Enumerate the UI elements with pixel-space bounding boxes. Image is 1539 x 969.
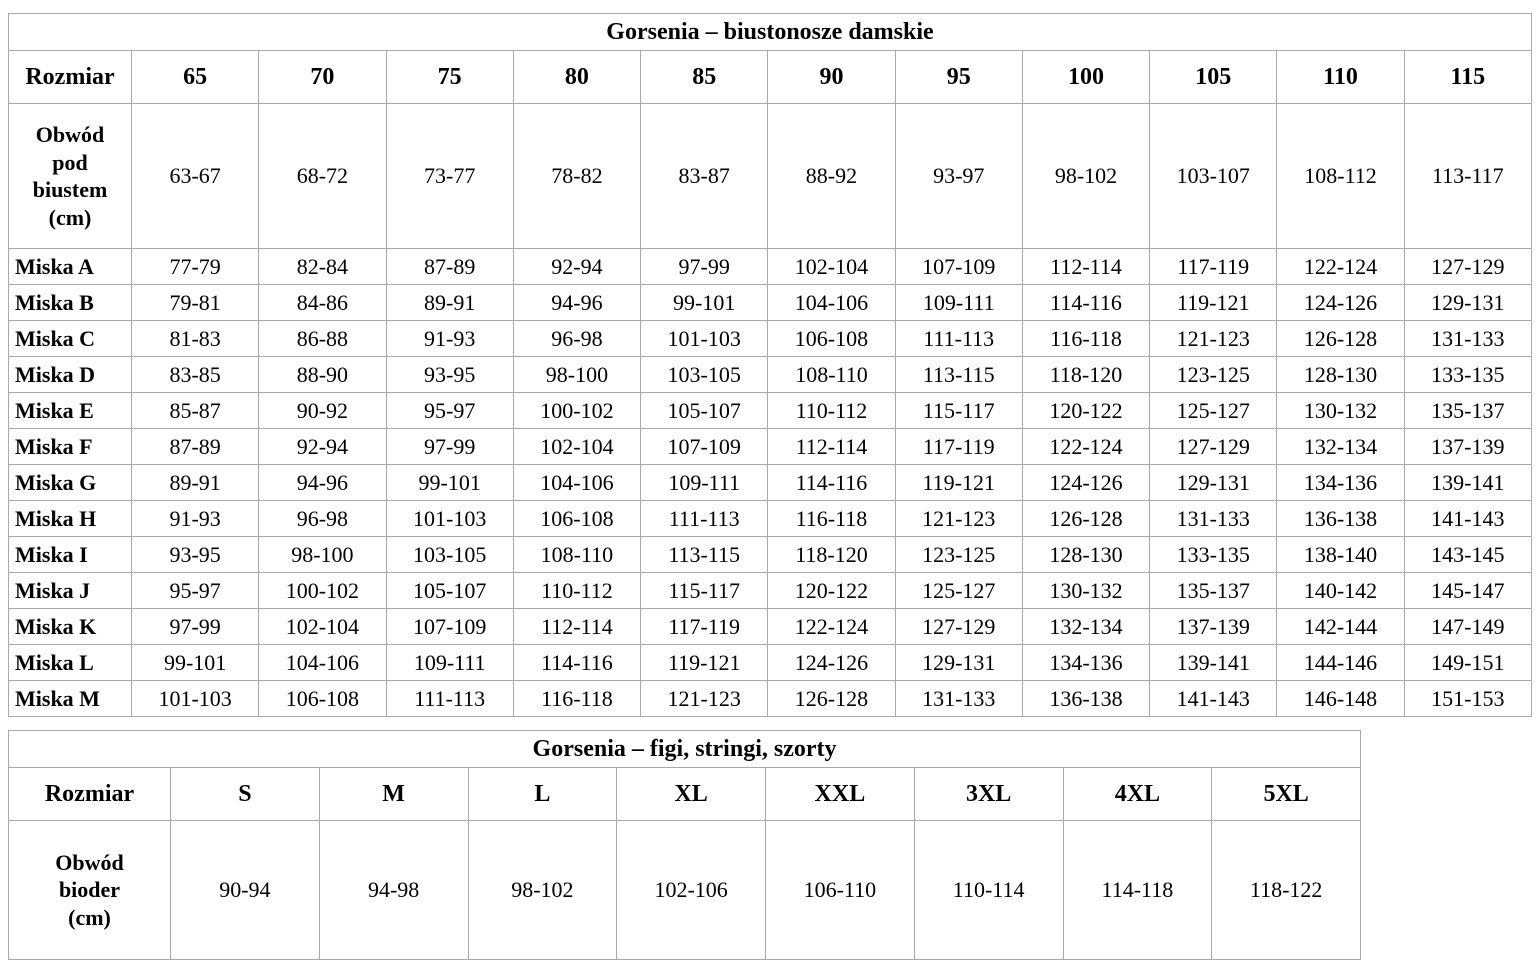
cup-value-cell: 116-118	[513, 681, 640, 717]
measure-value-cell: 90-94	[171, 821, 320, 960]
cup-value-cell: 106-108	[259, 681, 386, 717]
size-header-cell: 90	[768, 51, 895, 104]
cup-value-cell: 111-113	[641, 501, 768, 537]
measure-value-cell: 78-82	[513, 104, 640, 249]
cup-value-cell: 100-102	[513, 393, 640, 429]
cup-value-cell: 102-104	[259, 609, 386, 645]
cup-value-cell: 133-135	[1150, 537, 1277, 573]
table-title-row	[9, 731, 1361, 768]
size-header-cell: 115	[1404, 51, 1531, 104]
cup-value-cell: 92-94	[259, 429, 386, 465]
cup-value-cell: 137-139	[1404, 429, 1531, 465]
measure-value-cell: 98-102	[468, 821, 617, 960]
cup-value-cell: 95-97	[132, 573, 259, 609]
cup-value-cell: 130-132	[1277, 393, 1404, 429]
cup-value-cell: 133-135	[1404, 357, 1531, 393]
cup-row	[9, 501, 1532, 537]
cup-value-cell: 108-110	[513, 537, 640, 573]
cup-value-cell: 104-106	[259, 645, 386, 681]
measure-row	[9, 104, 1532, 249]
bra-table-body	[9, 14, 1532, 717]
cup-value-cell: 101-103	[132, 681, 259, 717]
cup-value-cell: 112-114	[768, 429, 895, 465]
measure-value-cell: 108-112	[1277, 104, 1404, 249]
cup-value-cell: 137-139	[1150, 609, 1277, 645]
cup-value-cell: 102-104	[768, 249, 895, 285]
cup-value-cell: 114-116	[768, 465, 895, 501]
cup-label: Miska H	[9, 501, 132, 537]
cup-value-cell: 103-105	[386, 537, 513, 573]
cup-value-cell: 142-144	[1277, 609, 1404, 645]
cup-value-cell: 105-107	[641, 393, 768, 429]
cup-value-cell: 109-111	[895, 285, 1022, 321]
cup-value-cell: 123-125	[895, 537, 1022, 573]
size-header-cell: M	[319, 768, 468, 821]
cup-row	[9, 681, 1532, 717]
cup-value-cell: 132-134	[1022, 609, 1149, 645]
size-header-cell: 3XL	[914, 768, 1063, 821]
size-header-cell: XL	[617, 768, 766, 821]
cup-value-cell: 116-118	[1022, 321, 1149, 357]
measure-value-cell: 98-102	[1022, 104, 1149, 249]
cup-value-cell: 117-119	[641, 609, 768, 645]
cup-value-cell: 82-84	[259, 249, 386, 285]
cup-value-cell: 104-106	[768, 285, 895, 321]
cup-value-cell: 121-123	[895, 501, 1022, 537]
cup-label: Miska E	[9, 393, 132, 429]
cup-label: Miska I	[9, 537, 132, 573]
row-header-label: Rozmiar	[9, 768, 171, 821]
measure-value-cell: 118-122	[1212, 821, 1361, 960]
cup-value-cell: 139-141	[1404, 465, 1531, 501]
cup-value-cell: 113-115	[895, 357, 1022, 393]
cup-value-cell: 109-111	[641, 465, 768, 501]
cup-value-cell: 91-93	[386, 321, 513, 357]
cup-value-cell: 115-117	[895, 393, 1022, 429]
cup-value-cell: 119-121	[895, 465, 1022, 501]
cup-row	[9, 321, 1532, 357]
measure-value-cell: 83-87	[641, 104, 768, 249]
cup-value-cell: 111-113	[386, 681, 513, 717]
cup-label: Miska D	[9, 357, 132, 393]
table-title-row	[9, 14, 1532, 51]
size-header-cell: 65	[132, 51, 259, 104]
size-header-cell: 4XL	[1063, 768, 1212, 821]
cup-value-cell: 114-116	[513, 645, 640, 681]
size-header-cell: S	[171, 768, 320, 821]
cup-value-cell: 131-133	[895, 681, 1022, 717]
cup-value-cell: 120-122	[1022, 393, 1149, 429]
cup-value-cell: 129-131	[1404, 285, 1531, 321]
cup-value-cell: 123-125	[1150, 357, 1277, 393]
cup-value-cell: 119-121	[1150, 285, 1277, 321]
cup-value-cell: 126-128	[1022, 501, 1149, 537]
measure-value-cell: 106-110	[766, 821, 915, 960]
cup-value-cell: 126-128	[1277, 321, 1404, 357]
cup-label: Miska K	[9, 609, 132, 645]
cup-value-cell: 134-136	[1277, 465, 1404, 501]
cup-label: Miska A	[9, 249, 132, 285]
cup-value-cell: 126-128	[768, 681, 895, 717]
cup-value-cell: 146-148	[1277, 681, 1404, 717]
measure-label	[9, 821, 171, 960]
measure-value-cell: 73-77	[386, 104, 513, 249]
cup-value-cell: 140-142	[1277, 573, 1404, 609]
cup-value-cell: 83-85	[132, 357, 259, 393]
cup-value-cell: 124-126	[1277, 285, 1404, 321]
cup-value-cell: 88-90	[259, 357, 386, 393]
cup-value-cell: 90-92	[259, 393, 386, 429]
cup-value-cell: 127-129	[895, 609, 1022, 645]
cup-value-cell: 112-114	[1022, 249, 1149, 285]
cup-value-cell: 128-130	[1022, 537, 1149, 573]
cup-value-cell: 128-130	[1277, 357, 1404, 393]
cup-row	[9, 285, 1532, 321]
cup-value-cell: 89-91	[386, 285, 513, 321]
cup-value-cell: 98-100	[513, 357, 640, 393]
cup-row	[9, 465, 1532, 501]
cup-value-cell: 119-121	[641, 645, 768, 681]
cup-value-cell: 122-124	[768, 609, 895, 645]
size-header-cell: 105	[1150, 51, 1277, 104]
cup-value-cell: 129-131	[1150, 465, 1277, 501]
cup-value-cell: 97-99	[386, 429, 513, 465]
cup-value-cell: 117-119	[1150, 249, 1277, 285]
size-header-cell: XXL	[766, 768, 915, 821]
cup-value-cell: 81-83	[132, 321, 259, 357]
cup-value-cell: 108-110	[768, 357, 895, 393]
cup-value-cell: 130-132	[1022, 573, 1149, 609]
size-header-cell: 95	[895, 51, 1022, 104]
cup-label: Miska J	[9, 573, 132, 609]
cup-value-cell: 96-98	[259, 501, 386, 537]
measure-row	[9, 821, 1361, 960]
cup-value-cell: 98-100	[259, 537, 386, 573]
cup-value-cell: 116-118	[768, 501, 895, 537]
cup-value-cell: 118-120	[1022, 357, 1149, 393]
cup-value-cell: 113-115	[641, 537, 768, 573]
cup-value-cell: 109-111	[386, 645, 513, 681]
cup-value-cell: 79-81	[132, 285, 259, 321]
cup-value-cell: 94-96	[513, 285, 640, 321]
measure-value-cell: 88-92	[768, 104, 895, 249]
cup-value-cell: 99-101	[641, 285, 768, 321]
cup-row	[9, 357, 1532, 393]
cup-value-cell: 104-106	[513, 465, 640, 501]
cup-value-cell: 136-138	[1277, 501, 1404, 537]
cup-row	[9, 573, 1532, 609]
cup-value-cell: 145-147	[1404, 573, 1531, 609]
cup-row	[9, 393, 1532, 429]
cup-value-cell: 114-116	[1022, 285, 1149, 321]
size-header-cell: 75	[386, 51, 513, 104]
cup-value-cell: 107-109	[895, 249, 1022, 285]
bra-size-table	[8, 13, 1532, 717]
panty-table-body	[9, 731, 1361, 960]
size-header-cell: 85	[641, 51, 768, 104]
cup-value-cell: 85-87	[132, 393, 259, 429]
cup-value-cell: 99-101	[386, 465, 513, 501]
cup-value-cell: 124-126	[1022, 465, 1149, 501]
cup-value-cell: 151-153	[1404, 681, 1531, 717]
cup-label: Miska F	[9, 429, 132, 465]
cup-value-cell: 110-112	[768, 393, 895, 429]
cup-value-cell: 101-103	[641, 321, 768, 357]
measure-value-cell: 68-72	[259, 104, 386, 249]
measure-value-cell: 102-106	[617, 821, 766, 960]
cup-value-cell: 125-127	[895, 573, 1022, 609]
cup-value-cell: 96-98	[513, 321, 640, 357]
cup-value-cell: 144-146	[1277, 645, 1404, 681]
size-header-cell: 70	[259, 51, 386, 104]
cup-value-cell: 86-88	[259, 321, 386, 357]
cup-value-cell: 101-103	[386, 501, 513, 537]
row-header-label: Rozmiar	[9, 51, 132, 104]
cup-value-cell: 115-117	[641, 573, 768, 609]
measure-label-text: Obwód bioder (cm)	[55, 849, 124, 930]
table-title: Gorsenia – figi, stringi, szorty	[9, 731, 1361, 768]
measure-label-text: Obwód pod biustem (cm)	[32, 122, 108, 230]
cup-value-cell: 77-79	[132, 249, 259, 285]
cup-label: Miska G	[9, 465, 132, 501]
measure-value-cell: 103-107	[1150, 104, 1277, 249]
cup-value-cell: 87-89	[386, 249, 513, 285]
cup-label: Miska C	[9, 321, 132, 357]
measure-value-cell: 93-97	[895, 104, 1022, 249]
cup-value-cell: 135-137	[1150, 573, 1277, 609]
cup-value-cell: 87-89	[132, 429, 259, 465]
cup-value-cell: 112-114	[513, 609, 640, 645]
cup-value-cell: 127-129	[1150, 429, 1277, 465]
cup-value-cell: 139-141	[1150, 645, 1277, 681]
cup-label: Miska M	[9, 681, 132, 717]
cup-label: Miska B	[9, 285, 132, 321]
cup-value-cell: 89-91	[132, 465, 259, 501]
cup-value-cell: 122-124	[1277, 249, 1404, 285]
cup-value-cell: 136-138	[1022, 681, 1149, 717]
cup-value-cell: 97-99	[132, 609, 259, 645]
cup-value-cell: 121-123	[641, 681, 768, 717]
cup-value-cell: 97-99	[641, 249, 768, 285]
cup-value-cell: 138-140	[1277, 537, 1404, 573]
measure-value-cell: 94-98	[319, 821, 468, 960]
cup-value-cell: 91-93	[132, 501, 259, 537]
cup-value-cell: 121-123	[1150, 321, 1277, 357]
size-header-row	[9, 768, 1361, 821]
size-header-cell: 80	[513, 51, 640, 104]
measure-value-cell: 110-114	[914, 821, 1063, 960]
cup-value-cell: 132-134	[1277, 429, 1404, 465]
cup-value-cell: 118-120	[768, 537, 895, 573]
cup-row	[9, 609, 1532, 645]
cup-value-cell: 110-112	[513, 573, 640, 609]
cup-value-cell: 106-108	[768, 321, 895, 357]
size-header-row	[9, 51, 1532, 104]
cup-value-cell: 149-151	[1404, 645, 1531, 681]
measure-label	[9, 104, 132, 249]
measure-value-cell: 113-117	[1404, 104, 1531, 249]
size-header-cell: 100	[1022, 51, 1149, 104]
cup-value-cell: 93-95	[132, 537, 259, 573]
cup-label: Miska L	[9, 645, 132, 681]
table-title: Gorsenia – biustonosze damskie	[9, 14, 1532, 51]
cup-value-cell: 107-109	[641, 429, 768, 465]
cup-value-cell: 111-113	[895, 321, 1022, 357]
cup-row	[9, 429, 1532, 465]
cup-value-cell: 131-133	[1404, 321, 1531, 357]
cup-value-cell: 107-109	[386, 609, 513, 645]
cup-value-cell: 147-149	[1404, 609, 1531, 645]
cup-row	[9, 537, 1532, 573]
measure-value-cell: 114-118	[1063, 821, 1212, 960]
cup-value-cell: 141-143	[1150, 681, 1277, 717]
cup-value-cell: 134-136	[1022, 645, 1149, 681]
cup-value-cell: 135-137	[1404, 393, 1531, 429]
cup-row	[9, 249, 1532, 285]
cup-value-cell: 122-124	[1022, 429, 1149, 465]
cup-value-cell: 106-108	[513, 501, 640, 537]
size-header-cell: L	[468, 768, 617, 821]
size-header-cell: 5XL	[1212, 768, 1361, 821]
cup-value-cell: 141-143	[1404, 501, 1531, 537]
cup-value-cell: 103-105	[641, 357, 768, 393]
panty-size-table	[8, 730, 1361, 960]
cup-value-cell: 117-119	[895, 429, 1022, 465]
cup-value-cell: 129-131	[895, 645, 1022, 681]
cup-value-cell: 102-104	[513, 429, 640, 465]
cup-value-cell: 93-95	[386, 357, 513, 393]
cup-value-cell: 131-133	[1150, 501, 1277, 537]
cup-value-cell: 105-107	[386, 573, 513, 609]
cup-value-cell: 100-102	[259, 573, 386, 609]
cup-value-cell: 99-101	[132, 645, 259, 681]
measure-value-cell: 63-67	[132, 104, 259, 249]
cup-value-cell: 125-127	[1150, 393, 1277, 429]
cup-value-cell: 84-86	[259, 285, 386, 321]
cup-value-cell: 94-96	[259, 465, 386, 501]
cup-value-cell: 95-97	[386, 393, 513, 429]
cup-value-cell: 92-94	[513, 249, 640, 285]
cup-row	[9, 645, 1532, 681]
cup-value-cell: 120-122	[768, 573, 895, 609]
cup-value-cell: 143-145	[1404, 537, 1531, 573]
cup-value-cell: 127-129	[1404, 249, 1531, 285]
cup-value-cell: 124-126	[768, 645, 895, 681]
size-header-cell: 110	[1277, 51, 1404, 104]
